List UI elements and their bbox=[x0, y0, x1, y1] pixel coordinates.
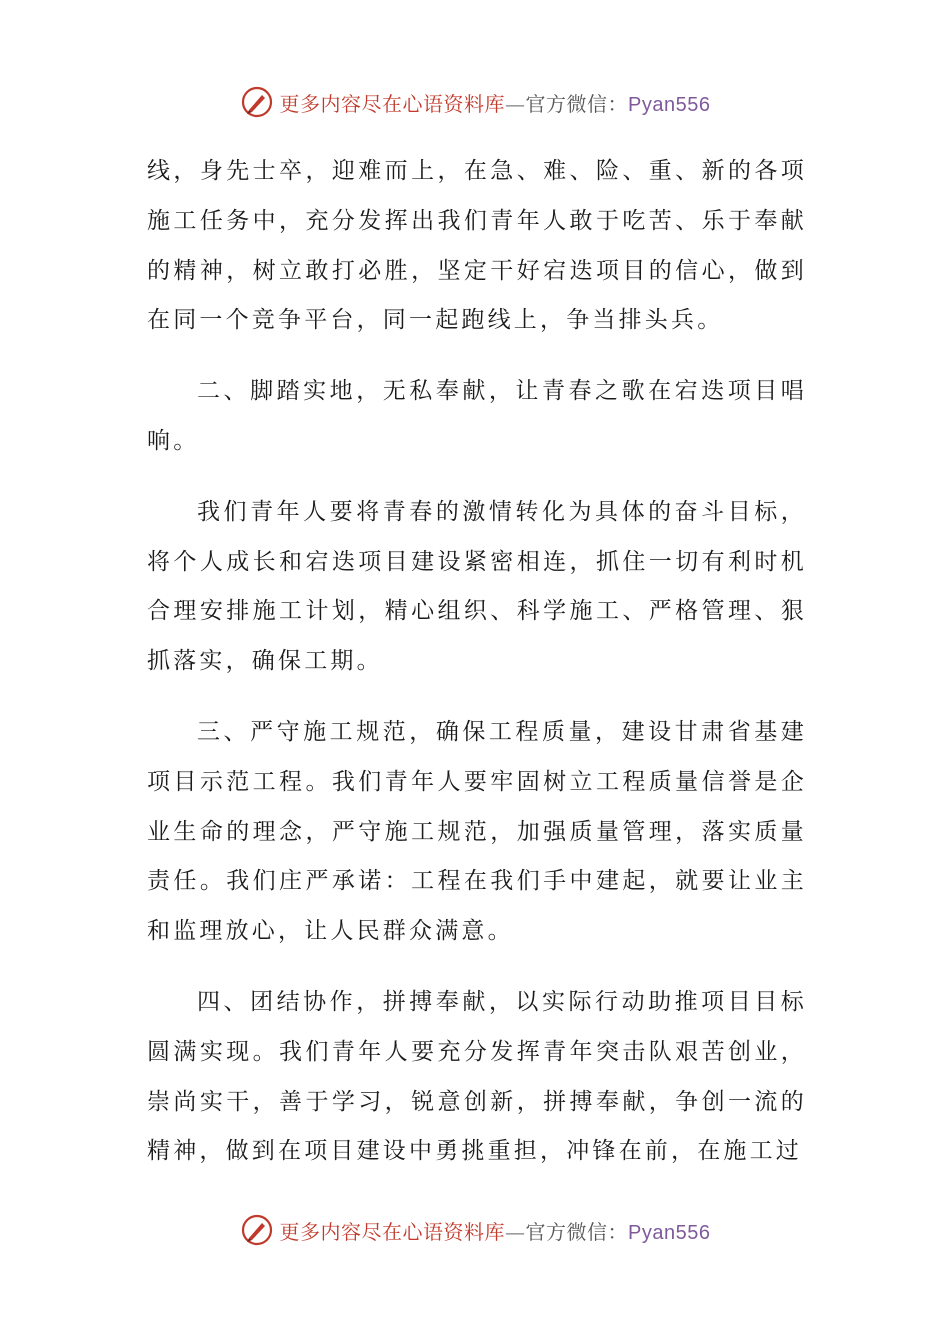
banner-main-text: 更多内容尽在心语资料库 bbox=[279, 91, 506, 116]
paragraph-4: 三、严守施工规范，确保工程质量，建设甘肃省基建项目示范工程。我们青年人要牢固树立工程质量信誉是企业生命的理念，严守施工规范，加强质量管理，落实质量责任。我们庄严承诺：工程在我们手中建起，就要让业主和监理放心，让人民群众满意。 bbox=[147, 718, 807, 945]
header-banner bbox=[0, 80, 950, 124]
banner-dash: — bbox=[505, 1219, 526, 1244]
banner-main-text: 更多内容尽在心语资料库 bbox=[279, 1219, 506, 1244]
paragraph-2: 二、脚踏实地，无私奉献，让青春之歌在宕迭项目唱响。 bbox=[147, 378, 807, 454]
pen-logo-icon bbox=[240, 85, 274, 119]
banner-text bbox=[280, 88, 711, 117]
pen-logo-icon bbox=[240, 1213, 274, 1247]
paragraph-3: 我们青年人要将青春的激情转化为具体的奋斗目标，将个人成长和宕迭项目建设紧密相连，抓住一切有利时机合理安排施工计划，精心组织、科学施工、严格管理、狠抓落实，确保工期。 bbox=[147, 498, 807, 675]
footer-banner bbox=[0, 1208, 950, 1252]
paragraph-1: 线，身先士卒，迎难而上，在急、难、险、重、新的各项施工任务中，充分发挥出我们青年人敢于吃苦、乐于奉献的精神，树立敢打必胜，坚定干好宕迭项目的信心，做到在同一个竞争平台，同一起跑线上，争当排头兵。 bbox=[147, 158, 807, 334]
document-body bbox=[147, 147, 807, 1198]
paragraph-5: 四、团结协作，拼搏奉献，以实际行动助推项目目标圆满实现。我们青年人要充分发挥青年突击队艰苦创业，崇尚实干，善于学习，锐意创新，拼搏奉献，争创一流的精神，做到在项目建设中勇挑重担，冲锋在前，在施工过 bbox=[147, 988, 807, 1165]
banner-wechat-id: Pyan556 bbox=[628, 1221, 711, 1244]
banner-label: 官方微信： bbox=[525, 91, 629, 116]
banner-dash: — bbox=[505, 91, 526, 116]
banner-label: 官方微信： bbox=[525, 1219, 629, 1244]
banner-wechat-id: Pyan556 bbox=[628, 93, 711, 116]
banner-text bbox=[280, 1216, 711, 1245]
